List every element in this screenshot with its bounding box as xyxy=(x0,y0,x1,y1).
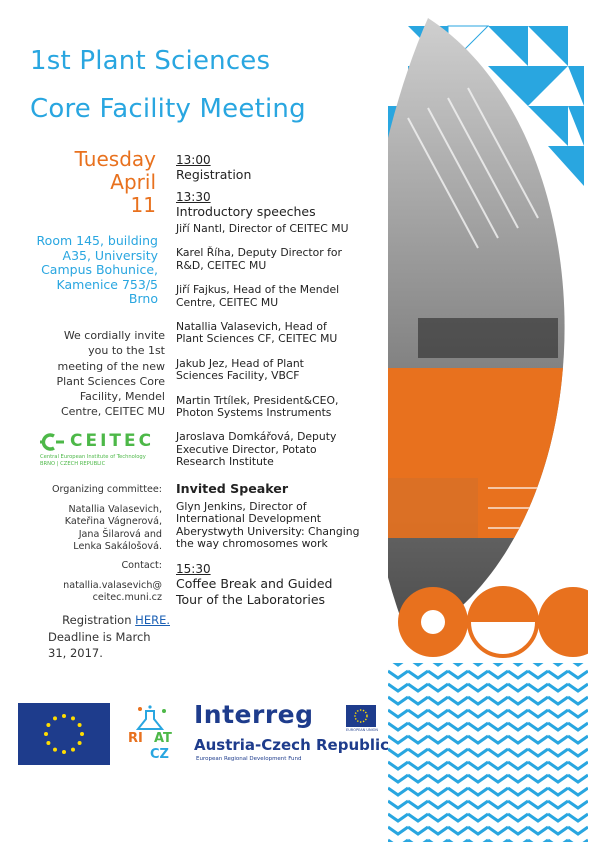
eu-small-caption: EUROPEAN UNION xyxy=(346,728,378,732)
speaker-line: Research Institute xyxy=(176,455,274,469)
speaker-entry xyxy=(176,284,381,309)
speaker-line: Sciences Facility, VBCF xyxy=(176,369,300,383)
speaker-list xyxy=(176,223,381,469)
organizing-committee-members xyxy=(40,504,162,554)
date-month: April xyxy=(110,170,156,194)
contact-email-line: natallia.valasevich@ xyxy=(63,580,162,591)
agenda-item-intro: Introductory speeches xyxy=(176,203,316,219)
flask-icon xyxy=(124,705,180,731)
speaker-entry xyxy=(176,321,381,346)
organizing-committee-label: Organizing committee: xyxy=(51,484,162,495)
eu-stars-icon xyxy=(18,703,110,765)
coffee-line: Tour of the Laboratories xyxy=(176,591,326,607)
speaker-line: R&D, CEITEC MU xyxy=(176,258,267,272)
riat-text-at: AT xyxy=(154,731,172,746)
speaker-line: Jiří Fajkus, Head of the Mendel xyxy=(176,283,340,297)
speaker-line: Natallia Valasevich, Head of xyxy=(176,320,327,334)
invited-speaker xyxy=(176,501,381,551)
date-weekday: Tuesday xyxy=(74,147,156,171)
interreg-fund: European Regional Development Fund xyxy=(196,756,302,762)
date-day: 11 xyxy=(130,193,156,217)
speaker-line: Photon Systems Instruments xyxy=(176,406,332,420)
interreg-name: Interreg xyxy=(194,700,314,729)
speaker-entry xyxy=(176,431,381,468)
registration-deadline: Deadline is March xyxy=(48,629,151,644)
speaker-line: Karel Říha, Deputy Director for xyxy=(176,246,342,260)
registration-info xyxy=(48,612,170,662)
venue-line: Campus Bohunice, xyxy=(41,262,158,278)
riat-text-ri: RI xyxy=(128,731,143,746)
time-slot-2: 13:30 xyxy=(176,189,211,204)
invited-line: International Development xyxy=(176,512,322,526)
eu-small-flag xyxy=(346,705,376,727)
venue-address xyxy=(18,234,158,307)
venue-line: Room 145, building xyxy=(36,233,158,248)
coffee-line: Coffee Break and Guided xyxy=(176,576,333,592)
agenda-item-coffee xyxy=(176,576,381,607)
invited-speaker-heading: Invited Speaker xyxy=(176,480,289,496)
venue-line: Kamenice 753/5 xyxy=(56,276,158,292)
registration-line xyxy=(48,612,170,629)
speaker-entry xyxy=(176,247,381,272)
time-slot-3: 15:30 xyxy=(176,562,211,577)
event-date xyxy=(75,148,156,217)
speaker-line: Jaroslava Domkářová, Deputy xyxy=(176,430,337,444)
invited-line: the way chromosomes work xyxy=(176,537,328,551)
ceitec-name: CEITEC xyxy=(70,431,155,451)
invitation-line: Facility, Mendel xyxy=(79,390,165,404)
speaker-entry xyxy=(176,223,381,235)
invitation-line: We cordially invite xyxy=(63,329,165,342)
riat-text-cz: CZ xyxy=(150,747,169,762)
speaker-entry xyxy=(176,395,381,420)
committee-member: Jana Šilarová and xyxy=(78,528,162,540)
speaker-line: Jiří Nantl, Director of CEITEC MU xyxy=(176,222,349,235)
ceitec-mark-icon xyxy=(40,432,66,452)
speaker-line: Executive Director, Potato xyxy=(176,442,317,456)
committee-member: Natallia Valasevich, xyxy=(68,504,162,515)
circle-pattern xyxy=(398,587,588,657)
venue-line: A35, University xyxy=(62,247,158,263)
committee-member: Kateřina Vágnerová, xyxy=(64,516,162,528)
invitation-line: meeting of the new xyxy=(57,359,165,373)
invited-line: Glyn Jenkins, Director of xyxy=(176,499,307,513)
zigzag-pattern xyxy=(388,663,588,842)
speaker-line: Plant Sciences CF, CEITEC MU xyxy=(176,332,338,346)
riat-cz-logo xyxy=(124,705,180,769)
ceitec-subtitle: Central European Institute of Technology xyxy=(40,454,146,460)
speaker-entry xyxy=(176,358,381,383)
decorative-artwork xyxy=(388,18,588,842)
contact-label: Contact: xyxy=(121,560,162,571)
committee-member: Lenka Sakálošová. xyxy=(73,541,162,553)
interreg-logo xyxy=(194,700,390,772)
interreg-subtitle: Austria-Czech Republic xyxy=(194,736,390,754)
venue-line: Brno xyxy=(128,291,158,307)
time-slot-1: 13:00 xyxy=(176,153,211,167)
invitation-line: Plant Sciences Core xyxy=(56,374,165,388)
speaker-line: Martin Trtílek, President&CEO, xyxy=(176,393,339,407)
registration-prefix: Registration xyxy=(62,613,136,627)
speaker-line: Centre, CEITEC MU xyxy=(176,295,279,309)
ceitec-logo xyxy=(40,430,168,470)
invitation-line: you to the 1st xyxy=(88,344,165,358)
speaker-line: Jakub Jez, Head of Plant xyxy=(176,356,304,370)
contact-email[interactable] xyxy=(40,580,162,605)
invitation-line: Centre, CEITEC MU xyxy=(60,405,165,419)
registration-deadline: 31, 2017. xyxy=(48,646,103,660)
schedule xyxy=(176,154,381,607)
ceitec-subtitle-location: BRNO | CZECH REPUBLIC xyxy=(40,461,106,467)
registration-link[interactable]: HERE. xyxy=(135,613,170,627)
eu-small-stars-icon xyxy=(346,705,376,727)
eu-flag-logo xyxy=(18,703,110,765)
agenda-item-registration: Registration xyxy=(176,167,252,182)
contact-email-line: ceitec.muni.cz xyxy=(92,592,162,604)
invited-line: Aberystwyth University: Changing xyxy=(176,524,360,538)
title-line-2: Core Facility Meeting xyxy=(30,94,306,124)
invitation-text xyxy=(40,328,165,420)
title-line-1: 1st Plant Sciences xyxy=(30,46,271,76)
